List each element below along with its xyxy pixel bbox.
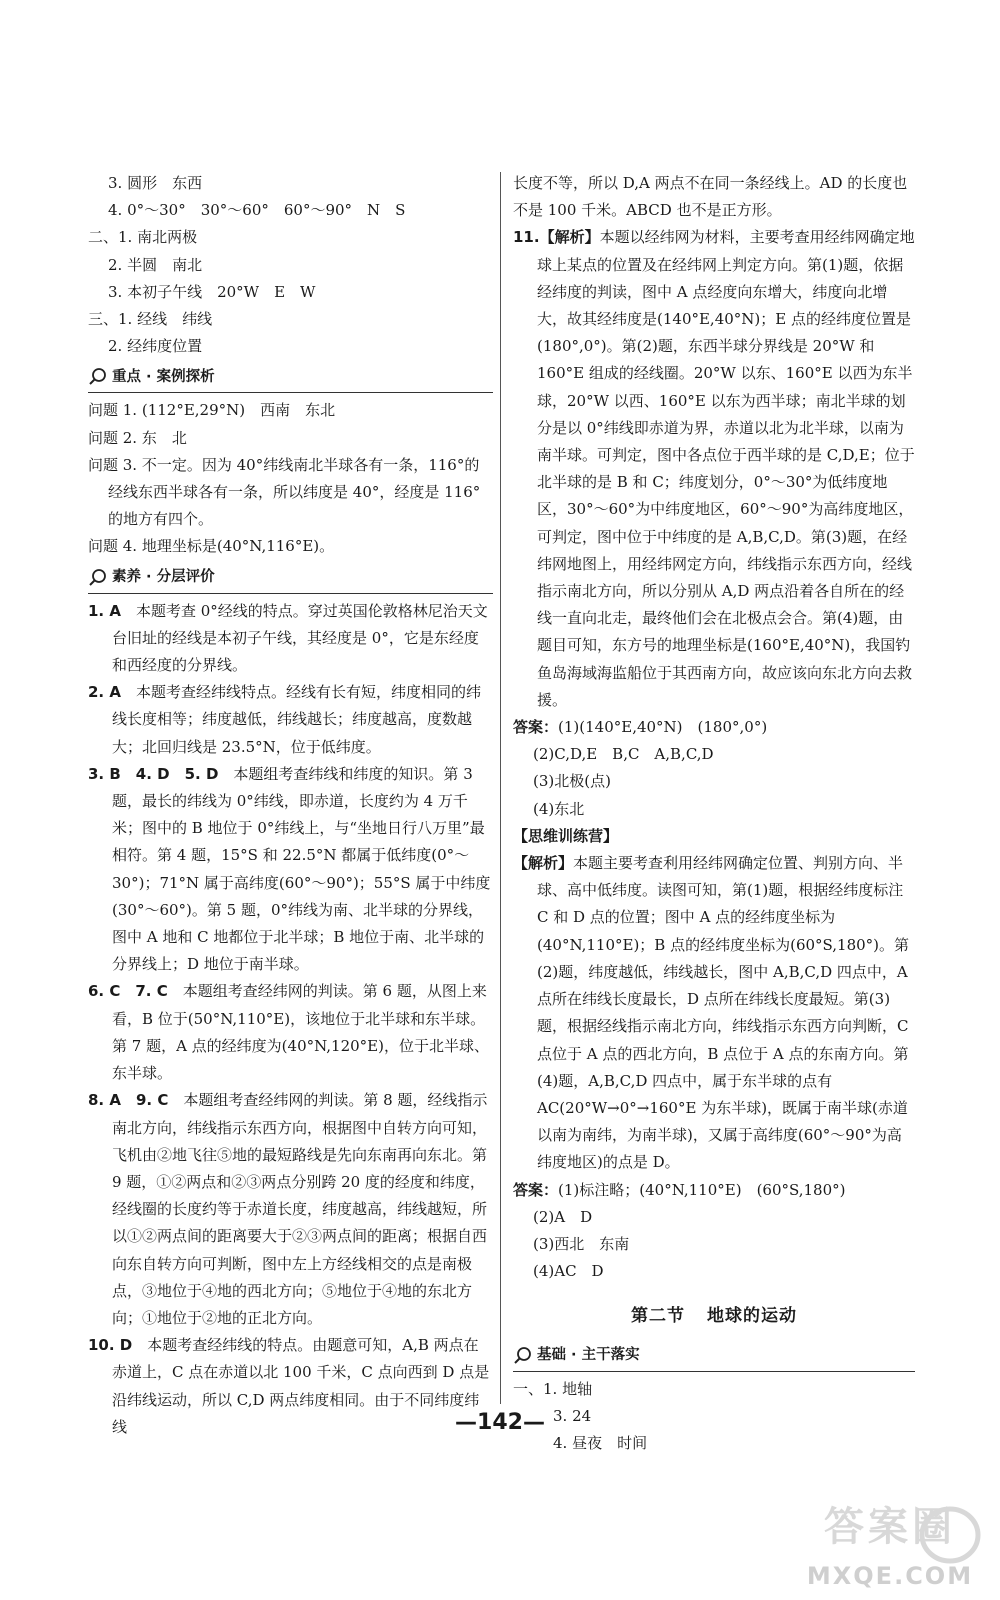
- text-line: 问题 2. 东 北: [88, 428, 187, 447]
- question-text: 本题以经纬网为材料，主要考查用经纬网确定地球上某点的位置及在经纬网上判定方向。第(1)题，依据经纬度的判读，图中 A 点经度向东增大，纬度向北增大，故其经纬度是(140°E,40°N)；E 点的经纬度位置是(180°,0°)。第(2)题，东西半球分界线是 20°W 和 160°E 组成的经线圈。20°W 以东、160°E 以西为东半球，20°W 以西、160°E 以东为西半球；南北半球的划分是以 0°纬线即赤道为界，赤道以北为北半球，以南为南半球。可判定，图中各点位于西半球的是 C,D,E；位于北半球的是 B 和 C；纬度划分，0°～30°为低纬度地区，30°～60°为中纬度地区，60°～90°为高纬度地区，可判定，图中位于中纬度的是 A,B,C,D。第(3)题，在经纬网地图上，用经纬网定方向，纬线指示东西方向，经线指示南北方向，所以分别从 A,D 两点沿着各自所在的经线一直向北走，最终他们会在北极点会合。第(4)题，由题目可知，东方号的地理坐标是(160°E,40°N)，我国钓鱼岛海域海监船位于其西南方向，故应该向东北方向去救援。: [537, 228, 915, 709]
- text-line: 长度不等，所以 D,A 两点不在同一条经线上。AD 的长度也不是 100 千米。ABCD 也不是正方形。: [513, 174, 908, 220]
- text-line: 问题 1. (112°E,29°N) 西南 东北: [88, 401, 336, 420]
- text-line: (4)AC D: [533, 1262, 604, 1281]
- magnifier-icon: [88, 568, 108, 588]
- question-number: 6. C 7. C: [88, 982, 168, 1001]
- watermark-url: MXQE.COM: [806, 1562, 974, 1590]
- question-number: 答案：: [513, 718, 559, 737]
- text-line: 一、1. 地轴: [513, 1379, 593, 1398]
- question-number: 8. A 9. C: [88, 1091, 169, 1110]
- question-number: 10. D: [88, 1336, 133, 1355]
- question-number: 答案：: [513, 1180, 559, 1199]
- text-line: 3. 圆形 东西: [108, 174, 203, 192]
- watermark-cn: 答案圈: [824, 1504, 956, 1550]
- section-heading: [88, 563, 493, 594]
- question-item: [88, 598, 493, 680]
- question-number: 11.【解析】: [513, 228, 600, 247]
- section-heading: [513, 1341, 915, 1372]
- section-heading-text: 素养 · 分层评价: [112, 569, 215, 586]
- question-text: 本题主要考查利用经纬网确定位置、判别方向、半球、高中低纬度。读图可知，第(1)题，根据经纬度标注 C 和 D 点的位置；图中 A 点的经纬度坐标为(40°N,110°E)；B 点的经纬度坐标为(60°S,180°)。第(2)题，纬度越低，纬线越长，图中 A,B,C,D 四点中，A 点所在纬线长度最长，D 点所在纬线长度最短。第(3)题，根据经线指示南北方向，纬线指示东西方向判断，C 点位于 A 点的西北方向，B 点位于 A 点的东南方向。第(4)题，A,B,C,D 四点中，属于东半球的点有 AC(20°W→0°→160°E 为东半球)，既属于南半球(赤道以南为南纬，为南半球)，又属于高纬度(60°～90°为高纬度地区)的点是 D。: [537, 854, 910, 1172]
- text-line: (2)A D: [533, 1207, 593, 1226]
- text-line: 4. 0°～30° 30°～60° 60°～90° N S: [108, 201, 406, 220]
- subsection-label: 【思维训练营】: [513, 826, 619, 845]
- chapter-name: 地球的运动: [707, 1306, 797, 1327]
- text-line: (3)西北 东南: [533, 1234, 630, 1253]
- question-number: 3. B 4. D 5. D: [88, 764, 219, 783]
- section-heading-text: 基础 · 主干落实: [537, 1346, 640, 1363]
- question-item: [88, 679, 493, 761]
- question-text: 本题组考查经纬网的判读。第 6 题，从图上来看，B 位于(50°N,110°E)，该地位于北半球和东半球。第 7 题，A 点的经纬度为(40°N,120°E)，位于北半球、东半球。: [112, 982, 489, 1083]
- text-line: (2)C,D,E B,C A,B,C,D: [533, 745, 714, 764]
- question-number: 2. A: [88, 683, 121, 702]
- text-line: (4)东北: [533, 799, 585, 818]
- left-column: [88, 170, 493, 1441]
- text-line: 问题 3. 不一定。因为 40°纬线南北半球各有一条，116°的经线东西半球各有一条，所以纬度是 40°，经度是 116°的地方有四个。: [88, 455, 481, 529]
- text-line: 2. 半圆 南北: [108, 255, 203, 274]
- question-item: [513, 224, 915, 714]
- section-heading-text: 重点 · 案例探析: [112, 368, 215, 385]
- question-number: 1. A: [88, 601, 121, 620]
- text-line: 3. 24: [553, 1406, 592, 1425]
- page-number: —142—: [455, 1410, 545, 1435]
- question-item: [88, 1087, 493, 1332]
- question-number: 【解析】: [513, 854, 574, 873]
- question-item: [88, 761, 493, 979]
- text-line: 3. 本初子午线 20°W E W: [108, 282, 316, 301]
- column-divider: [500, 172, 501, 1404]
- question-item: [513, 850, 915, 1176]
- text-line: 4. 昼夜 时间: [553, 1433, 648, 1452]
- chapter-number: 第二节: [631, 1306, 685, 1327]
- question-text: 本题考查经纬线特点。经线有长有短，纬度相同的纬线长度相等；纬度越低，纬线越长；纬度越高，度数越大；北回归线是 23.5°N，位于低纬度。: [112, 683, 481, 756]
- text-line: 问题 4. 地理坐标是(40°N,116°E)。: [88, 537, 335, 556]
- right-column: [513, 170, 915, 1457]
- text-line: 三、1. 经线 纬线: [88, 310, 213, 329]
- magnifier-icon: [513, 1346, 533, 1366]
- magnifier-icon: [88, 367, 108, 387]
- answer-line: [513, 1177, 915, 1204]
- question-item: [88, 978, 493, 1087]
- question-text: (1)标注略；(40°N,110°E) (60°S,180°): [558, 1180, 846, 1199]
- question-text: 本题考查 0°经线的特点。穿过英国伦敦格林尼治天文台旧址的经线是本初子午线，其经度是 0°，它是东经度和西经度的分界线。: [112, 601, 488, 675]
- chapter-title: [513, 1303, 915, 1330]
- section-heading: [88, 362, 493, 393]
- question-text: (1)(140°E,40°N) (180°,0°): [558, 718, 768, 737]
- answer-line: [513, 714, 915, 741]
- question-text: 本题考查经纬线的特点。由题意可知，A,B 两点在赤道上，C 点在赤道以北 100 千米，C 点向西到 D 点是沿纬线运动，所以 C,D 两点纬度相同。由于不同纬度纬线: [112, 1336, 490, 1436]
- text-line: 二、1. 南北两极: [88, 228, 198, 247]
- question-text: 本题组考查纬线和纬度的知识。第 3 题，最长的纬线为 0°纬线，即赤道，长度约为 4 万千米；图中的 B 地位于 0°纬线上，与“坐地日行八万里”最相符。第 4 题，15°S 和 22.5°N 都属于低纬度(0°～30°)；71°N 属于高纬度(60°～90°)；55°S 属于中纬度(30°～60°)。第 5 题，0°纬线为南、北半球的分界线，图中 A 地和 C 地都位于北半球；B 地位于南、北半球的分界线上；D 地位于南半球。: [112, 764, 491, 974]
- text-line: (3)北极(点): [533, 772, 611, 791]
- question-text: 本题组考查经纬网的判读。第 8 题，经线指示南北方向，纬线指示东西方向，根据图中自转方向可知，飞机由②地飞往⑤地的最短路线是先向东南再向东北。第 9 题，①②两点和②③两点分别跨 20 度的经度和纬度，经线圈的长度约等于赤道长度，纬度越高，纬线越短，所以①②两点间的距离要大于②③两点间的距离；根据自西向东自转方向可判断，图中左上方经线相交的点是南极点，③地位于④地的西北方向；⑤地位于④地的东北方向；①地位于②地的正北方向。: [112, 1091, 488, 1327]
- text-line: 2. 经纬度位置: [108, 337, 203, 356]
